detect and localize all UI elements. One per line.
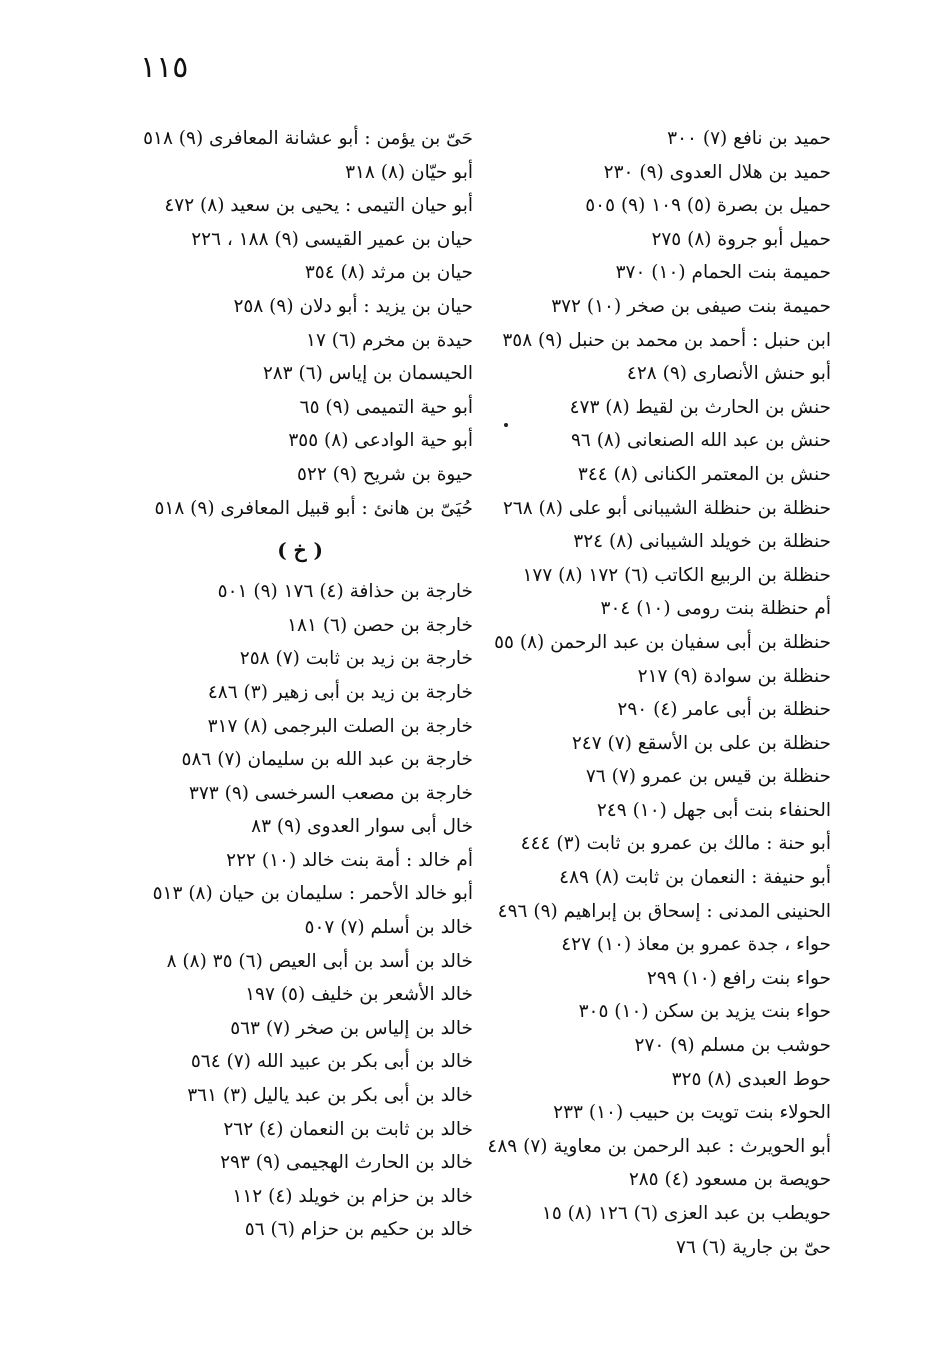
index-entry: حنش بن عبد الله الصنعانى (٨) ٩٦ (570, 430, 831, 452)
index-entry: الحنفاء بنت أبى جهل (١٠) ٢٤٩ (596, 799, 831, 821)
section-header: ( خ ) (277, 538, 323, 563)
index-entry: الحيسمان بن إياس (٦) ٢٨٣ (262, 363, 473, 385)
index-entry: أبو حنش الأنصارى (٩) ٤٢٨ (626, 363, 831, 385)
index-entry: خالد بن إلياس بن صخر (٧) ٥٦٣ (230, 1017, 473, 1039)
index-entry: أم خالد : أمة بنت خالد (١٠) ٢٢٢ (226, 849, 473, 871)
left-column (118, 122, 473, 1247)
index-entry: حَىّ بن يؤمن : أبو عشانة المعافرى (٩) ٥١٨ (143, 128, 473, 149)
index-entry: خالد بن ثابت بن النعمان (٤) ٢٦٢ (223, 1118, 473, 1140)
index-entry: حيوة بن شريح (٩) ٥٢٢ (296, 463, 473, 485)
index-entry: أبو حنيفة : النعمان بن ثابت (٨) ٤٨٩ (559, 867, 831, 889)
index-entry: أبو حيّان (٨) ٣١٨ (345, 161, 473, 183)
index-entry: أم حنظلة بنت رومى (١٠) ٣٠٤ (600, 598, 831, 620)
index-entry: حنظلة بن قيس بن عمرو (٧) ٧٦ (585, 766, 831, 788)
index-entry: خالد بن حكيم بن حزام (٦) ٥٦ (244, 1219, 473, 1241)
index-entry: حنظلة بن سوادة (٩) ٢١٧ (637, 665, 831, 687)
index-entry: حميمة بنت الحمام (١٠) ٣٧٠ (615, 262, 831, 284)
index-entry: أبو الحويرث : عبد الرحمن بن معاوية (٧) ٤٨٩ (487, 1135, 831, 1157)
index-entry: أبو حيان التيمى : يحيى بن سعيد (٨) ٤٧٢ (164, 195, 473, 217)
index-entry: حنش بن الحارث بن لقيط (٨) ٤٧٣ (569, 396, 831, 418)
index-entry: ابن حنبل : أحمد بن محمد بن حنبل (٩) ٣٥٨ (502, 329, 831, 351)
index-entry: حيان بن يزيد : أبو دلان (٩) ٢٥٨ (233, 295, 473, 317)
index-entry: حيدة بن مخرم (٦) ١٧ (306, 329, 473, 351)
index-entry: حنظلة بن خويلد الشيبانى (٨) ٣٢٤ (573, 531, 831, 553)
index-entry: خالد الأشعر بن خليف (٥) ١٩٧ (245, 984, 473, 1006)
index-entry: حنظلة بن حنظلة الشيبانى أبو على (٨) ٢٦٨ (502, 497, 831, 519)
index-entry: أبو حية التميمى (٩) ٦٥ (299, 396, 473, 418)
index-entry: الحولاء بنت تويت بن حبيب (١٠) ٢٣٣ (553, 1102, 831, 1124)
index-entry: خارجة بن حذافة (٤) ١٧٦ (٩) ٥٠١ (217, 581, 473, 603)
index-entry: حنظلة بن على بن الأسقع (٧) ٢٤٧ (571, 732, 831, 754)
index-entry: خارجة بن زيد بن ثابت (٧) ٢٥٨ (239, 648, 473, 670)
index-entry: حوشب بن مسلم (٩) ٢٧٠ (634, 1035, 831, 1057)
index-entry: خال أبى سوار العدوى (٩) ٨٣ (251, 816, 473, 838)
index-entry: حميد بن هلال العدوى (٩) ٢٣٠ (603, 161, 831, 183)
index-entry: أبو خالد الأحمر : سليمان بن حيان (٨) ٥١٣ (152, 883, 473, 905)
index-entry: خارجة بن حصن (٦) ١٨١ (287, 614, 473, 636)
index-entry: حميمة بنت صيفى بن صخر (١٠) ٣٧٢ (551, 295, 831, 317)
index-entry: حميد بن نافع (٧) ٣٠٠ (667, 128, 831, 149)
index-entry: خالد بن حزام بن خويلد (٤) ١١٢ (232, 1185, 473, 1207)
index-entry: حنظلة بن أبى سفيان بن عبد الرحمن (٨) ٥٥ (494, 631, 831, 653)
right-column (487, 122, 831, 1264)
index-entry: حويصة بن مسعود (٤) ٢٨٥ (628, 1169, 831, 1191)
index-entry: حويطب بن عبد العزى (٦) ١٢٦ (٨) ١٥ (541, 1203, 831, 1224)
index-entry: خالد بن أبى بكر بن عبد ياليل (٣) ٣٦١ (187, 1085, 473, 1107)
index-entry: خالد بن أسد بن أبى العيص (٦) ٣٥ (٨) ٨ (166, 950, 473, 972)
index-entry: حميل بن بصرة (٥) ١٠٩ (٩) ٥٠٥ (585, 195, 831, 217)
index-entry: خارجة بن مصعب السرخسى (٩) ٣٧٣ (188, 782, 473, 804)
index-entry: حواء بنت رافع (١٠) ٢٩٩ (646, 967, 831, 989)
index-entry: حىّ بن جارية (٦) ٧٦ (676, 1236, 831, 1258)
index-entry: خالد بن الحارث الهجيمى (٩) ٢٩٣ (220, 1152, 473, 1174)
page-number: ١١٥ (140, 50, 189, 85)
index-entry: خارجة بن عبد الله بن سليمان (٧) ٥٨٦ (181, 749, 473, 771)
index-entry: خالد بن أبى بكر بن عبيد الله (٧) ٥٦٤ (190, 1051, 473, 1073)
left-column-top-group (118, 122, 473, 525)
index-entry: حواء بنت يزيد بن سكن (١٠) ٣٠٥ (578, 1001, 831, 1023)
index-entry: حيان بن مرثد (٨) ٣٥٤ (304, 262, 473, 284)
index-entry: خالد بن أسلم (٧) ٥٠٧ (304, 917, 473, 939)
index-entry: حوط العبدى (٨) ٣٢٥ (671, 1068, 831, 1090)
index-entry: حواء ، جدة عمرو بن معاذ (١٠) ٤٢٧ (561, 934, 831, 956)
index-entry: حُيَىّ بن هانئ : أبو قبيل المعافرى (٩) ٥١٨ (154, 497, 473, 519)
index-entry: حنظلة بن أبى عامر (٤) ٢٩٠ (617, 699, 831, 721)
index-entry: حيان بن عمير القيسى (٩) ١٨٨ ، ٢٢٦ (191, 228, 473, 250)
index-entry: أبو حنة : مالك بن عمرو بن ثابت (٣) ٤٤٤ (520, 833, 831, 855)
index-entry: حميل أبو جروة (٨) ٢٧٥ (651, 228, 831, 250)
index-entry: حنش بن المعتمر الكنانى (٨) ٣٤٤ (577, 463, 831, 485)
index-entry: خارجة بن الصلت البرجمى (٨) ٣١٧ (207, 715, 473, 737)
index-entry: الحنينى المدنى : إسحاق بن إبراهيم (٩) ٤٩٦ (497, 900, 831, 922)
index-entry: أبو حية الوادعى (٨) ٣٥٥ (288, 430, 473, 452)
index-entry: خارجة بن زيد بن أبى زهير (٣) ٤٨٦ (207, 681, 473, 703)
left-column-bottom-group (118, 575, 473, 1247)
index-entry: حنظلة بن الربيع الكاتب (٦) ١٧٢ (٨) ١٧٧ (522, 564, 831, 586)
